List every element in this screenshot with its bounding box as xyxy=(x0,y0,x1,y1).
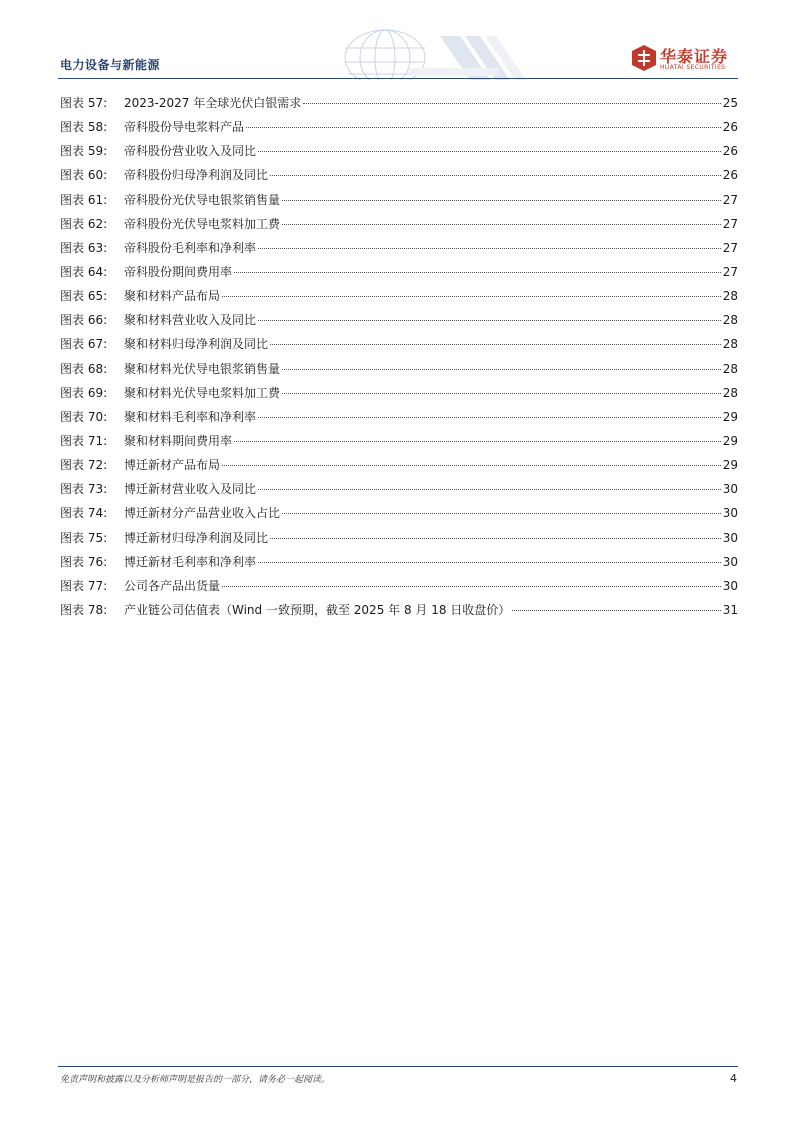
toc-entry-page: 28 xyxy=(722,361,738,376)
toc-entry-title: 聚和材料产品布局 xyxy=(124,289,221,304)
toc-entry-page: 30 xyxy=(722,482,738,497)
toc-entry[interactable] xyxy=(60,409,738,433)
toc-dot-leader xyxy=(270,344,721,345)
toc-dot-leader xyxy=(282,513,721,514)
toc-entry-label: 图表 67: xyxy=(60,337,108,352)
toc-entry[interactable] xyxy=(60,336,738,360)
toc-entry-page: 29 xyxy=(722,409,738,424)
toc-dot-leader xyxy=(222,465,721,466)
toc-entry-page: 27 xyxy=(722,192,738,207)
toc-dot-leader xyxy=(282,200,721,201)
toc-entry-label: 图表 68: xyxy=(60,361,108,376)
toc-entry-label: 图表 66: xyxy=(60,313,108,328)
toc-entry-title: 帝科股份导电浆料产品 xyxy=(124,120,245,135)
toc-entry[interactable] xyxy=(60,264,738,288)
toc-dot-leader xyxy=(222,586,721,587)
toc-entry-page: 26 xyxy=(722,168,738,183)
toc-entry[interactable] xyxy=(60,361,738,385)
toc-entry-title: 聚和材料毛利率和净利率 xyxy=(124,409,257,424)
toc-entry-label: 图表 77: xyxy=(60,578,108,593)
toc-entry-page: 29 xyxy=(722,458,738,473)
figure-list xyxy=(60,95,738,626)
toc-dot-leader xyxy=(282,224,721,225)
toc-entry-page: 27 xyxy=(722,216,738,231)
toc-entry-title: 帝科股份光伏导电浆料加工费 xyxy=(124,216,281,231)
toc-dot-leader xyxy=(270,175,721,176)
toc-entry-title: 博迁新材产品布局 xyxy=(124,458,221,473)
toc-entry-label: 图表 58: xyxy=(60,120,108,135)
toc-entry-label: 图表 59: xyxy=(60,144,108,159)
toc-entry-title: 产业链公司估值表（Wind 一致预期，截至 2025 年 8 月 18 日收盘价） xyxy=(124,602,511,617)
toc-dot-leader xyxy=(258,489,721,490)
toc-dot-leader xyxy=(258,320,721,321)
toc-entry-title: 聚和材料营业收入及同比 xyxy=(124,313,257,328)
toc-entry-page: 28 xyxy=(722,337,738,352)
globe-decoration-icon xyxy=(300,28,540,80)
toc-entry-title: 博迁新材分产品营业收入占比 xyxy=(124,506,281,521)
brand-name-cn: 华泰证券 xyxy=(660,47,729,66)
page-number: 4 xyxy=(730,1072,737,1085)
toc-dot-leader xyxy=(258,417,721,418)
toc-entry[interactable] xyxy=(60,95,738,119)
toc-entry-page: 29 xyxy=(722,433,738,448)
toc-entry[interactable] xyxy=(60,481,738,505)
toc-entry[interactable] xyxy=(60,119,738,143)
toc-entry[interactable] xyxy=(60,216,738,240)
toc-entry-title: 帝科股份归母净利润及同比 xyxy=(124,168,269,183)
toc-dot-leader xyxy=(258,562,721,563)
toc-entry-title: 帝科股份期间费用率 xyxy=(124,264,233,279)
toc-dot-leader xyxy=(282,393,721,394)
toc-entry-label: 图表 57: xyxy=(60,96,108,110)
toc-entry[interactable] xyxy=(60,457,738,481)
toc-entry[interactable] xyxy=(60,240,738,264)
toc-entry-title: 聚和材料期间费用率 xyxy=(124,433,233,448)
toc-entry-title: 聚和材料光伏导电银浆销售量 xyxy=(124,361,281,376)
toc-entry-label: 图表 64: xyxy=(60,264,108,279)
huatai-logo-icon xyxy=(632,45,656,71)
toc-entry-label: 图表 60: xyxy=(60,168,108,183)
toc-entry-page: 26 xyxy=(722,120,738,135)
toc-entry[interactable] xyxy=(60,167,738,191)
toc-dot-leader xyxy=(246,127,721,128)
toc-entry[interactable] xyxy=(60,505,738,529)
toc-entry-page: 30 xyxy=(722,578,738,593)
toc-entry-page: 27 xyxy=(722,264,738,279)
toc-dot-leader xyxy=(282,369,721,370)
toc-entry-label: 图表 75: xyxy=(60,530,108,545)
toc-entry-label: 图表 74: xyxy=(60,506,108,521)
brand-name-en: HUATAI SECURITIES xyxy=(660,64,726,71)
toc-entry-page: 28 xyxy=(722,385,738,400)
toc-entry-label: 图表 78: xyxy=(60,602,108,617)
toc-dot-leader xyxy=(222,296,721,297)
toc-entry-page: 30 xyxy=(722,554,738,569)
toc-entry[interactable] xyxy=(60,312,738,336)
toc-entry[interactable] xyxy=(60,578,738,602)
toc-entry[interactable] xyxy=(60,433,738,457)
toc-entry[interactable] xyxy=(60,530,738,554)
toc-entry-label: 图表 62: xyxy=(60,216,108,231)
toc-entry-title: 聚和材料归母净利润及同比 xyxy=(124,337,269,352)
toc-entry-page: 31 xyxy=(722,602,738,617)
toc-entry-title: 博迁新材毛利率和净利率 xyxy=(124,554,257,569)
toc-entry-label: 图表 61: xyxy=(60,192,108,207)
brand-logo xyxy=(632,44,738,74)
toc-entry-label: 图表 73: xyxy=(60,482,108,497)
disclaimer-note: 免责声明和披露以及分析师声明是报告的一部分，请务必一起阅读。 xyxy=(60,1075,331,1085)
toc-entry-page: 27 xyxy=(722,240,738,255)
toc-entry-title: 帝科股份毛利率和净利率 xyxy=(124,240,257,255)
toc-dot-leader xyxy=(258,151,721,152)
toc-entry-title: 聚和材料光伏导电浆料加工费 xyxy=(124,385,281,400)
toc-entry-label: 图表 72: xyxy=(60,458,108,473)
toc-entry[interactable] xyxy=(60,385,738,409)
toc-entry-label: 图表 69: xyxy=(60,385,108,400)
toc-entry-page: 30 xyxy=(722,530,738,545)
toc-entry-page: 26 xyxy=(722,144,738,159)
toc-entry-label: 图表 71: xyxy=(60,433,108,448)
toc-entry-page: 28 xyxy=(722,289,738,304)
toc-entry-title: 公司各产品出货量 xyxy=(124,578,221,593)
toc-entry[interactable] xyxy=(60,288,738,312)
toc-dot-leader xyxy=(303,103,720,104)
toc-entry-label: 图表 63: xyxy=(60,240,108,255)
section-title: 电力设备与新能源 xyxy=(60,58,161,72)
toc-entry[interactable] xyxy=(60,554,738,578)
toc-dot-leader xyxy=(512,610,720,611)
toc-entry-label: 图表 76: xyxy=(60,554,108,569)
toc-entry-title: 博迁新材营业收入及同比 xyxy=(124,482,257,497)
toc-entry-page: 30 xyxy=(722,506,738,521)
toc-entry[interactable] xyxy=(60,602,738,626)
toc-entry-title: 博迁新材归母净利润及同比 xyxy=(124,530,269,545)
toc-entry[interactable] xyxy=(60,192,738,216)
toc-entry-title: 帝科股份营业收入及同比 xyxy=(124,144,257,159)
toc-entry-label: 图表 65: xyxy=(60,289,108,304)
toc-entry-page: 28 xyxy=(722,313,738,328)
toc-entry-title: 帝科股份光伏导电银浆销售量 xyxy=(124,192,281,207)
toc-dot-leader xyxy=(234,272,721,273)
toc-entry-label: 图表 70: xyxy=(60,409,108,424)
toc-entry[interactable] xyxy=(60,143,738,167)
page-header xyxy=(0,0,794,80)
toc-entry-page: 25 xyxy=(722,96,738,110)
header-divider xyxy=(58,78,738,79)
footer-divider xyxy=(58,1066,738,1067)
toc-dot-leader xyxy=(270,538,721,539)
toc-dot-leader xyxy=(234,441,721,442)
toc-dot-leader xyxy=(258,248,721,249)
toc-entry-title: 2023-2027 年全球光伏白银需求 xyxy=(124,96,302,110)
